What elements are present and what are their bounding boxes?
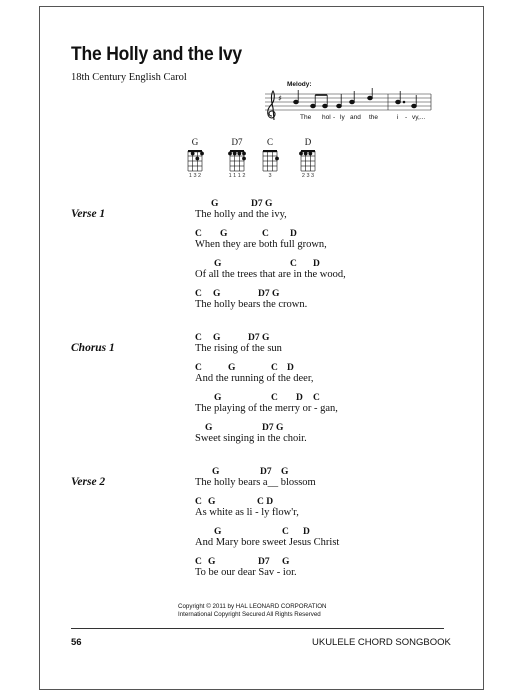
sharp-sign-icon: ♯ [278,94,282,103]
treble-clef-icon [268,91,275,120]
lyric-line: The rising of the sun [195,343,282,354]
lyric-line: Sweet singing in the choir. [195,433,307,444]
melody-lyric: vy,... [412,114,426,121]
lyric-line: And Mary bore sweet Jesus Christ [195,537,340,548]
book-title: UKULELE CHORD SONGBOOK [312,637,451,648]
lyric-line: The holly and the ivy, [195,209,287,220]
chord-symbol: G [214,259,222,269]
fretboard-grid [228,149,248,173]
finger-dot [242,152,246,156]
melody-lyric: i [397,114,399,121]
chord-symbol: G [212,467,220,477]
chord-diagram-name: G [191,137,199,147]
chord-symbol: G [211,199,219,209]
chord-symbol: D7 G [258,289,280,299]
chord-symbol: C [282,527,289,537]
melody-lyric: hol [322,114,331,121]
lyric-line: The playing of the merry or - gan, [195,403,338,414]
fretboard-grid [299,149,319,173]
chord-symbol: D7 [260,467,272,477]
lyric-line: The holly bears the crown. [195,299,308,310]
finger-dot [228,152,232,156]
chord-symbol: G [214,527,222,537]
chord-symbol: G [205,423,213,433]
chord-symbol: G [281,467,289,477]
finger-dot [200,152,204,156]
finger-dot [237,152,241,156]
finger-dot [275,157,279,161]
chord-symbol: C D [257,497,274,507]
chord-diagram-name: D [304,137,312,147]
chord-symbol: C [290,259,297,269]
lyric-line: Of all the trees that are in the wood, [195,269,346,280]
fingering-label: 1 1 1 2 [228,173,246,179]
fretboard-grid [261,149,281,173]
chord-symbol: G [213,289,221,299]
fingering-label: 3 [268,173,272,179]
finger-dot [195,157,199,161]
chord-diagram-name: D7 [231,137,243,147]
chord-symbol: C [262,229,269,239]
melody-label: Melody: [287,81,312,88]
chord-diagram-name: C [266,137,273,147]
finger-dot [308,152,312,156]
chord-symbol: G [228,363,236,373]
lyric-line: When they are both full grown, [195,239,327,250]
chord-symbol: C [195,497,202,507]
finger-dot [304,152,308,156]
chord-symbol: C [271,393,278,403]
melody-lyric: ly [340,114,345,121]
chord-symbol: D [303,527,310,537]
melody-lyric: - [405,114,408,121]
chord-symbol: D7 G [262,423,284,433]
section-label: Verse 1 [71,208,106,220]
chord-symbol: G [214,393,222,403]
footer-divider [71,628,444,629]
finger-dot [191,152,195,156]
copyright-line: International Copyright Secured All Rights Reserved [178,611,321,618]
chord-symbol: D [313,259,320,269]
chord-symbol: D7 [258,557,270,567]
chord-symbol: C [195,363,202,373]
melody-lyric: and [350,114,361,121]
chord-symbol: C [195,289,202,299]
finger-dot [242,157,246,161]
chord-symbol: C [195,557,202,567]
chord-symbol: C [195,333,202,343]
chord-symbol: C [313,393,320,403]
finger-dot [233,152,237,156]
chord-symbol: G [213,333,221,343]
section-label: Chorus 1 [71,342,115,354]
song-subtitle: 18th Century English Carol [71,72,187,83]
fingering-label: 2 3 3 [301,173,315,179]
chord-symbol: D7 G [248,333,270,343]
lyric-line: To be our dear Sav - ior. [195,567,297,578]
copyright-line: Copyright © 2011 by HAL LEONARD CORPORATION [178,603,327,610]
song-title: The Holly and the Ivy [71,44,242,65]
melody-lyric: the [369,114,379,121]
chord-symbol: D [287,363,294,373]
fretboard-grid [186,149,206,173]
melody-lyric: - [333,114,336,121]
chord-symbol: D [296,393,303,403]
lyric-line: As white as li - ly flow'r, [195,507,299,518]
chord-symbol: G [282,557,290,567]
chord-symbol: G [208,497,216,507]
section-label: Verse 2 [71,476,106,488]
chord-symbol: D7 G [251,199,273,209]
chord-symbol: G [208,557,216,567]
lyric-line: And the running of the deer, [195,373,314,384]
fingering-label: 1 3 2 [188,173,202,179]
chord-symbol: D [290,229,297,239]
lyric-line: The holly bears a__ blossom [195,477,316,488]
finger-dot [299,152,303,156]
chord-symbol: G [220,229,228,239]
chord-symbol: C [271,363,278,373]
page-number: 56 [71,637,82,648]
chord-symbol: C [195,229,202,239]
melody-lyric: The [300,114,312,121]
